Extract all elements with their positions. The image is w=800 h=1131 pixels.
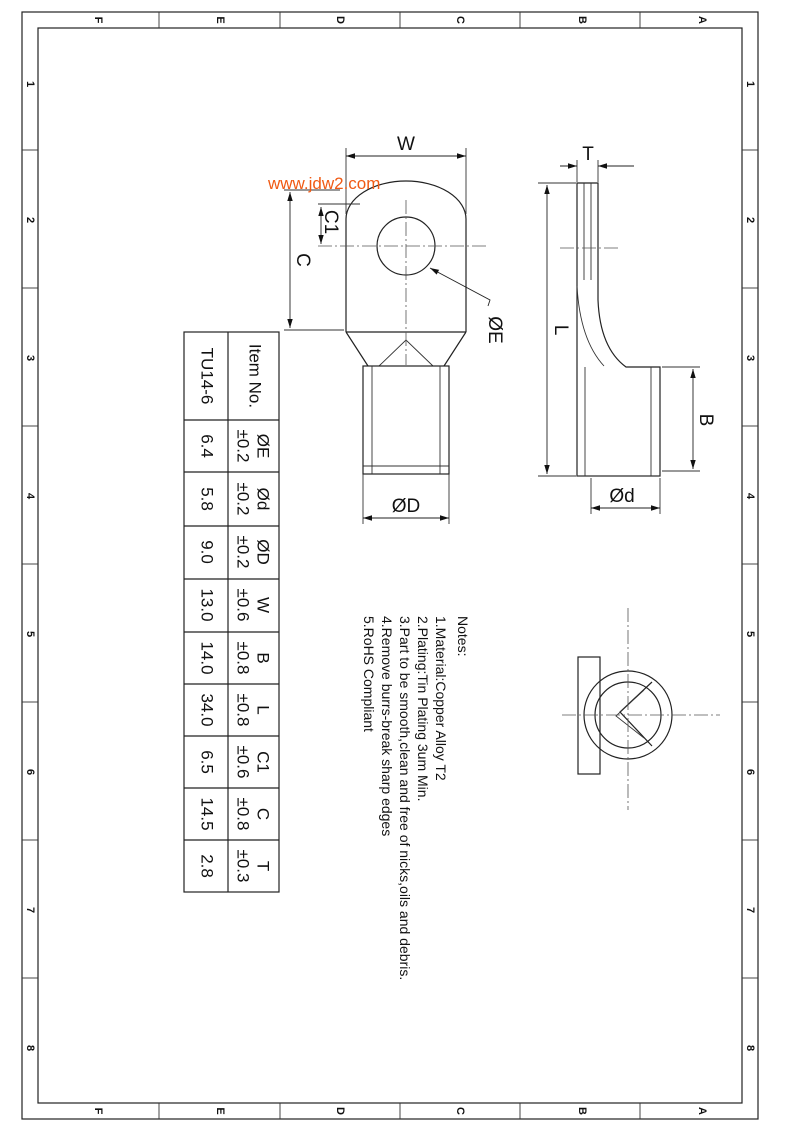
zone-row-5-right: 5 xyxy=(744,630,757,638)
table-cell-b: 14.0 xyxy=(197,641,217,675)
table-header-t-tol: ±0.3 xyxy=(233,849,253,883)
table-header-d: ØD xyxy=(253,539,273,565)
table-header-l-tol: ±0.8 xyxy=(233,693,253,727)
table-header-d-small: Ød xyxy=(253,487,273,511)
zone-col-C: C xyxy=(454,16,467,24)
dim-d-label: ØD xyxy=(391,496,421,517)
zone-row-7-right: 7 xyxy=(744,906,757,914)
zone-row-3-right: 3 xyxy=(744,354,757,362)
dim-e-label: ØE xyxy=(483,316,505,344)
dim-b-label: B xyxy=(694,413,716,427)
table-header-d-tol: ±0.2 xyxy=(233,535,253,569)
zone-col-F-bottom: F xyxy=(92,1107,105,1115)
note-1: 1.Material:Copper Alloy T2 xyxy=(433,616,449,781)
zone-col-D-bottom: D xyxy=(334,1107,347,1115)
dim-t-label: T xyxy=(582,144,594,165)
note-2: 2.Plating:Tin Plating 3um Min. xyxy=(415,616,431,802)
front-view xyxy=(318,181,486,474)
zone-row-labels xyxy=(24,81,756,1051)
dim-w-label: W xyxy=(397,134,415,155)
table-cell-e: 6.4 xyxy=(197,434,217,458)
watermark: www.jdw2.com xyxy=(268,174,381,193)
notes-title: Notes: xyxy=(455,616,471,657)
zone-row-1-right: 1 xyxy=(744,80,757,88)
zone-col-E-bottom: E xyxy=(214,1107,227,1115)
table-cell-d: 9.0 xyxy=(197,540,217,564)
inner-border xyxy=(38,28,742,1103)
zone-row-8: 8 xyxy=(24,1044,37,1052)
zone-col-B-bottom: B xyxy=(576,1107,589,1115)
table-header-c-tol: ±0.8 xyxy=(233,797,253,831)
dim-l-label: L xyxy=(549,324,571,336)
end-view xyxy=(562,608,720,810)
table-header-c1-tol: ±0.6 xyxy=(233,745,253,779)
zone-col-A: A xyxy=(696,16,709,24)
note-4: 4.Remove burrs-break sharp edges xyxy=(379,616,395,837)
table-header-l: L xyxy=(253,705,273,715)
zone-ticks xyxy=(22,12,758,1119)
note-3: 3.Part to be smooth,clean and free of nicks,oils and debris. xyxy=(397,616,413,981)
table-header-w-tol: ±0.6 xyxy=(233,588,253,622)
zone-col-C-bottom: C xyxy=(454,1107,467,1115)
zone-row-4: 4 xyxy=(24,492,37,500)
spec-table xyxy=(184,332,279,892)
note-5: 5.RoHS Compliant xyxy=(361,616,377,732)
table-header-w: W xyxy=(253,596,273,614)
zone-col-A-bottom: A xyxy=(696,1107,709,1115)
zone-row-1: 1 xyxy=(24,80,37,88)
table-header-c1: C1 xyxy=(253,751,273,773)
table-cell-c1: 6.5 xyxy=(197,750,217,774)
zone-row-3: 3 xyxy=(24,354,37,362)
table-header-item: Item No. xyxy=(245,343,265,409)
side-dimensions xyxy=(538,144,716,514)
zone-col-D: D xyxy=(334,16,347,24)
table-cell-w: 13.0 xyxy=(197,588,217,622)
zone-row-6: 6 xyxy=(24,768,37,776)
table-header-c: C xyxy=(253,807,273,821)
notes xyxy=(361,616,471,980)
zone-col-F: F xyxy=(92,16,105,24)
table-cell-l: 34.0 xyxy=(197,693,217,727)
outer-border xyxy=(22,12,758,1119)
zone-row-5: 5 xyxy=(24,630,37,638)
table-header-e-tol: ±0.2 xyxy=(233,429,253,463)
zone-col-E: E xyxy=(214,16,227,24)
zone-row-2: 2 xyxy=(24,216,37,224)
dim-d-small-label: Ød xyxy=(609,486,635,507)
table-cell-c: 14.5 xyxy=(197,797,217,831)
table-header-t: T xyxy=(253,860,273,872)
zone-row-8-right: 8 xyxy=(744,1044,757,1052)
dim-c-label: C xyxy=(291,253,313,267)
table-cell-d-small: 5.8 xyxy=(197,487,217,511)
table-header-d-small-tol: ±0.2 xyxy=(233,482,253,516)
zone-row-7: 7 xyxy=(24,906,37,914)
table-header-b: B xyxy=(253,652,273,664)
zone-row-2-right: 2 xyxy=(744,216,757,224)
zone-row-4-right: 4 xyxy=(744,492,757,500)
zone-row-6-right: 6 xyxy=(744,768,757,776)
table-cell-t: 2.8 xyxy=(197,854,217,878)
zone-col-B: B xyxy=(576,16,589,24)
table-row-item: TU14-6 xyxy=(197,347,217,405)
table-header-e: ØE xyxy=(253,433,273,459)
table-header-b-tol: ±0.8 xyxy=(233,641,253,675)
side-view xyxy=(560,183,660,476)
dim-c1-label: C1 xyxy=(319,209,341,235)
